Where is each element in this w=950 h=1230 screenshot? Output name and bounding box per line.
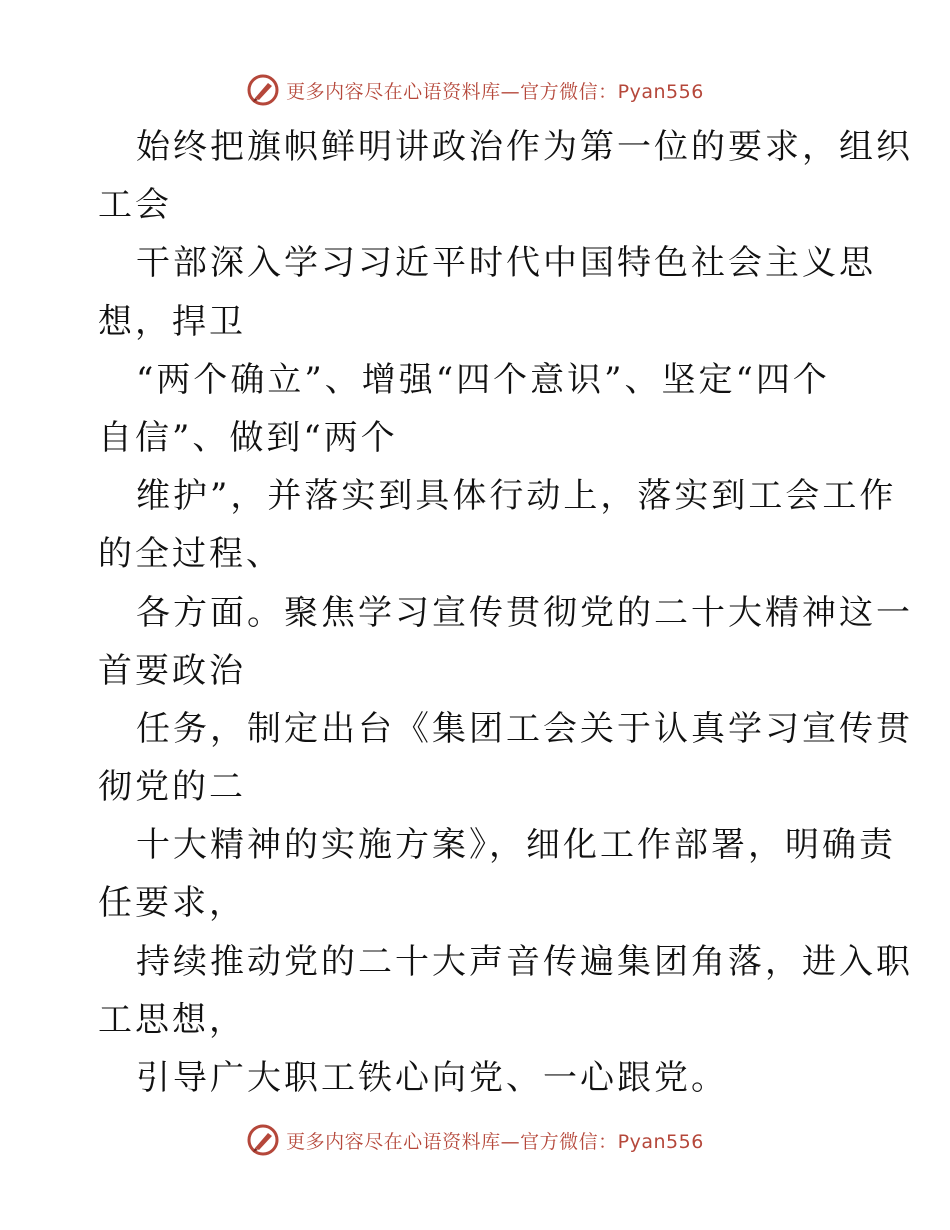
- footer-banner: [0, 1120, 950, 1160]
- text-line: 维护”，并落实到具体行动上，落实到工会工作: [136, 476, 897, 517]
- text-line: 首要政治: [98, 650, 246, 691]
- text-line: 工思想，: [98, 999, 246, 1040]
- text-line: 任要求，: [98, 883, 246, 924]
- text-line: 干部深入学习习近平时代中国特色社会主义思: [136, 243, 876, 284]
- text-line: 彻党的二: [98, 767, 246, 808]
- text-line: 各方面。聚焦学习宣传贯彻党的二十大精神这一: [136, 592, 913, 633]
- text-line: 任务，制定出台《集团工会关于认真学习宣传贯: [136, 708, 913, 749]
- text-line: 引导广大职工铁心向党、一心跟党。: [136, 1058, 728, 1098]
- header-banner: [0, 70, 950, 110]
- document-body: [98, 118, 913, 1107]
- footer-banner-text: 更多内容尽在心语资料库—官方微信：Pyan556: [286, 1130, 704, 1153]
- pen-seal-icon: [246, 1123, 280, 1157]
- text-line: 想，捍卫: [98, 301, 246, 342]
- text-line: “两个确立”、增强“四个意识”、坚定“四个: [136, 359, 830, 400]
- pen-seal-icon: [246, 73, 280, 107]
- text-line: 工会: [98, 185, 172, 226]
- text-line: 十大精神的实施方案》，细化工作部署，明确责: [136, 825, 896, 866]
- header-banner-text: 更多内容尽在心语资料库—官方微信：Pyan556: [286, 80, 704, 103]
- text-line: 始终把旗帜鲜明讲政治作为第一位的要求，组织: [136, 127, 913, 167]
- text-line: 自信”、做到“两个: [98, 417, 398, 458]
- text-line: 的全过程、: [98, 534, 283, 575]
- text-line: 持续推动党的二十大声音传遍集团角落，进入职: [136, 941, 913, 982]
